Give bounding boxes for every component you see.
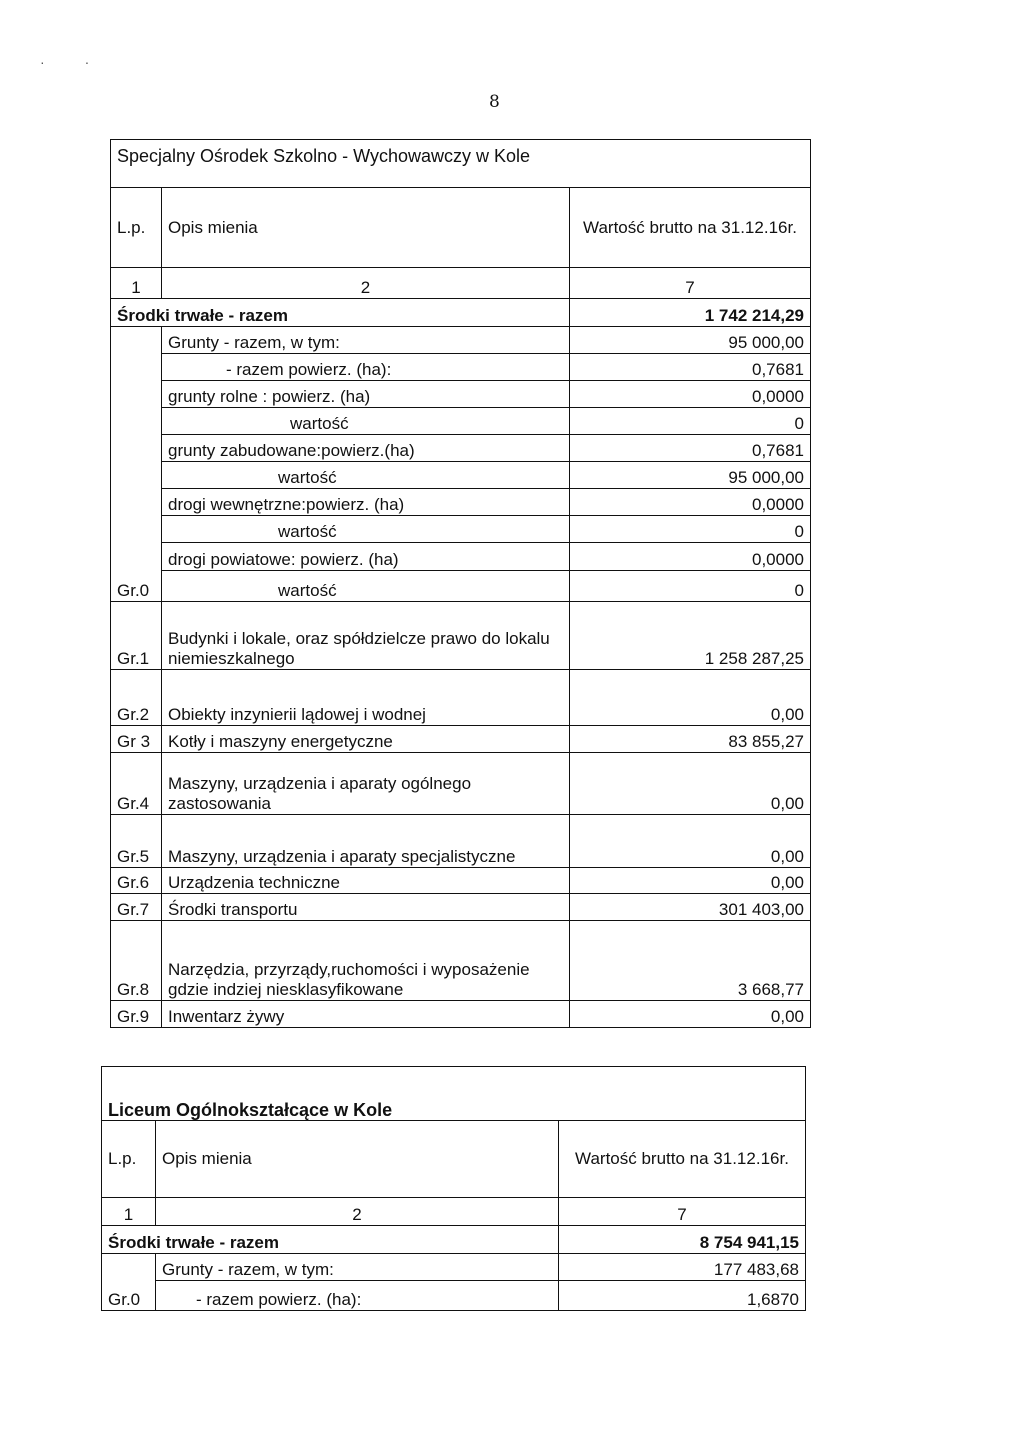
gr0-row-label: Grunty - razem, w tym: <box>162 327 570 354</box>
gr0-row-value: 95 000,00 <box>570 327 811 354</box>
gr0-row-label: drogi powiatowe: powierz. (ha) <box>162 543 570 571</box>
colnum-2: 2 <box>162 268 570 299</box>
group-value: 0,00 <box>570 753 811 815</box>
group-value: 0,00 <box>570 1001 811 1028</box>
colnum-2: 2 <box>156 1198 559 1226</box>
asset-table-liceum <box>101 1066 806 1311</box>
group-value: 301 403,00 <box>570 894 811 921</box>
gr0-row-value: 0,0000 <box>570 543 811 571</box>
header-opis: Opis mienia <box>162 188 570 268</box>
scan-dots: ·· <box>40 54 130 70</box>
total-value: 1 742 214,29 <box>570 299 811 327</box>
group-value: 0,00 <box>570 868 811 894</box>
gr0-row-label: drogi wewnętrzne:powierz. (ha) <box>162 489 570 516</box>
gr0-row-value: 95 000,00 <box>570 462 811 489</box>
group-opis: Kotły i maszyny energetyczne <box>162 726 570 753</box>
gr0-row-value: 0,0000 <box>570 381 811 408</box>
table-title: Liceum Ogólnokształcące w Kole <box>102 1067 806 1121</box>
gr0-row-label: Grunty - razem, w tym: <box>156 1254 559 1281</box>
total-label: Środki trwałe - razem <box>102 1226 559 1254</box>
group-value: 3 668,77 <box>570 921 811 1001</box>
group-lp: Gr.1 <box>111 602 162 670</box>
gr0-label: Gr.0 <box>102 1254 156 1311</box>
total-value: 8 754 941,15 <box>559 1226 806 1254</box>
gr0-row-value: 0 <box>570 571 811 602</box>
group-lp: Gr.7 <box>111 894 162 921</box>
group-lp: Gr.5 <box>111 815 162 868</box>
gr0-row-value: 177 483,68 <box>559 1254 806 1281</box>
group-lp: Gr.2 <box>111 670 162 726</box>
colnum-7: 7 <box>559 1198 806 1226</box>
group-lp: Gr.9 <box>111 1001 162 1028</box>
gr0-row-value: 1,6870 <box>559 1281 806 1311</box>
colnum-1: 1 <box>102 1198 156 1226</box>
gr0-row-value: 0 <box>570 516 811 543</box>
colnum-1: 1 <box>111 268 162 299</box>
gr0-label: Gr.0 <box>111 327 162 602</box>
group-value: 0,00 <box>570 670 811 726</box>
group-opis: Maszyny, urządzenia i aparaty ogólnego zastosowania <box>162 753 570 815</box>
total-label: Środki trwałe - razem <box>111 299 570 327</box>
gr0-row-label: - razem powierz. (ha): <box>156 1281 559 1311</box>
group-opis: Maszyny, urządzenia i aparaty specjalistyczne <box>162 815 570 868</box>
group-opis: Narzędzia, przyrządy,ruchomości i wyposażenie gdzie indziej niesklasyfikowane <box>162 921 570 1001</box>
gr0-row-label: wartość <box>162 571 570 602</box>
group-lp: Gr.6 <box>111 868 162 894</box>
gr0-row-label: grunty zabudowane:powierz.(ha) <box>162 435 570 462</box>
group-lp: Gr.4 <box>111 753 162 815</box>
asset-table-sosw <box>110 139 811 1028</box>
colnum-7: 7 <box>570 268 811 299</box>
table-title: Specjalny Ośrodek Szkolno - Wychowawczy w Kole <box>111 140 811 188</box>
gr0-row-value: 0,7681 <box>570 435 811 462</box>
gr0-row-label: wartość <box>162 516 570 543</box>
group-value: 0,00 <box>570 815 811 868</box>
group-lp: Gr.8 <box>111 921 162 1001</box>
gr0-row-label: wartość <box>162 408 570 435</box>
header-wartosc: Wartość brutto na 31.12.16r. <box>570 188 811 268</box>
group-value: 83 855,27 <box>570 726 811 753</box>
gr0-row-label: grunty rolne : powierz. (ha) <box>162 381 570 408</box>
group-opis: Obiekty inzynierii lądowej i wodnej <box>162 670 570 726</box>
group-opis: Urządzenia techniczne <box>162 868 570 894</box>
group-opis: Inwentarz żywy <box>162 1001 570 1028</box>
gr0-row-label: - razem powierz. (ha): <box>162 354 570 381</box>
header-lp: L.p. <box>111 188 162 268</box>
gr0-row-label: wartość <box>162 462 570 489</box>
page-number: 8 <box>489 92 500 112</box>
header-lp: L.p. <box>102 1121 156 1198</box>
group-opis: Środki transportu <box>162 894 570 921</box>
group-opis: Budynki i lokale, oraz spółdzielcze prawo do lokalu niemieszkalnego <box>162 602 570 670</box>
header-opis: Opis mienia <box>156 1121 559 1198</box>
gr0-row-value: 0,7681 <box>570 354 811 381</box>
header-wartosc: Wartość brutto na 31.12.16r. <box>559 1121 806 1198</box>
gr0-row-value: 0 <box>570 408 811 435</box>
group-lp: Gr 3 <box>111 726 162 753</box>
group-value: 1 258 287,25 <box>570 602 811 670</box>
gr0-row-value: 0,0000 <box>570 489 811 516</box>
